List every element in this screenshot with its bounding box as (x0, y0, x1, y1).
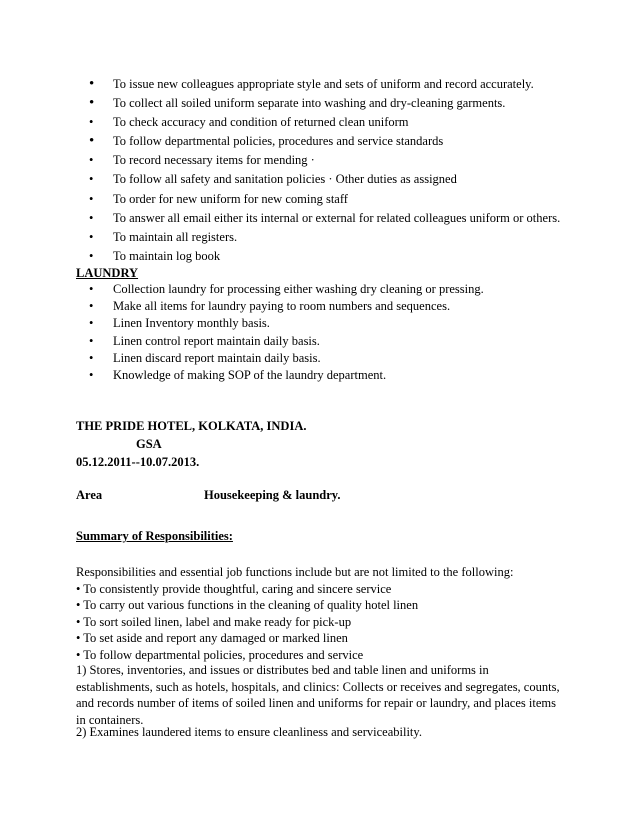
paragraph-2: 2) Examines laundered items to ensure cleanliness and serviceability. (76, 725, 422, 739)
list-item: • To collect all soiled uniform separate into washing and dry-cleaning garments. (76, 94, 588, 113)
list-item: • Make all items for laundry paying to room numbers and sequences. (76, 298, 588, 315)
paragraph-line: and records number of items of soiled linen and uniforms for repair or laundry, and places items (76, 696, 556, 710)
job-position: GSA (136, 437, 162, 451)
list-item: • To check accuracy and condition of returned clean uniform (76, 113, 588, 132)
bullet-icon: • (89, 248, 94, 263)
area-value: Housekeeping & laundry. (204, 488, 341, 502)
bullet-icon: • (89, 350, 94, 365)
list-item: • To record necessary items for mending · (76, 151, 588, 170)
summary-item: • To sort soiled linen, label and make ready for pick-up (76, 614, 352, 629)
list-item: • Collection laundry for processing either washing dry cleaning or pressing. (76, 281, 588, 298)
area-label: Area (76, 488, 103, 502)
paragraph-1 (76, 662, 566, 728)
list-item: • Linen control report maintain daily basis. (76, 333, 588, 350)
summary-heading: Summary of Responsibilities: (76, 529, 233, 543)
bullet-icon: • (89, 210, 94, 225)
employment-dates: 05.12.2011--10.07.2013. (76, 455, 200, 469)
list-item: • To maintain log book (76, 247, 588, 266)
list-item: • Knowledge of making SOP of the laundry department. (76, 367, 588, 384)
duties-list (76, 75, 588, 266)
bullet-icon: • (89, 299, 94, 314)
bullet-icon: • (89, 76, 95, 92)
list-item: • To answer all email either its internal or external for related colleagues uniform or others. (76, 209, 588, 228)
bullet-icon: • (89, 153, 94, 168)
list-item: • Linen Inventory monthly basis. (76, 315, 588, 332)
bullet-icon: • (89, 95, 95, 112)
bullet-icon: • (89, 367, 94, 382)
bullet-icon: • (89, 316, 94, 331)
list-item: • To follow all safety and sanitation policies · Other duties as assigned (76, 170, 588, 189)
list-item: • To order for new uniform for new coming staff (76, 190, 588, 209)
laundry-list (76, 281, 588, 384)
bullet-icon: • (89, 191, 94, 206)
bullet-icon: • (89, 172, 94, 187)
bullet-icon: • (89, 133, 95, 150)
laundry-heading: LAUNDRY (76, 266, 139, 280)
summary-item: • To follow departmental policies, procedures and service (76, 647, 364, 662)
bullet-icon: • (89, 333, 94, 348)
list-item: • Linen discard report maintain daily basis. (76, 350, 588, 367)
bullet-icon: • (89, 115, 94, 130)
summary-item: • To consistently provide thoughtful, caring and sincere service (76, 581, 392, 596)
list-item: • To follow departmental policies, procedures and service standards (76, 132, 588, 151)
bullet-icon: • (89, 229, 94, 244)
list-item: • To maintain all registers. (76, 228, 588, 247)
paragraph-line: in containers. (76, 712, 144, 727)
paragraph-line: establishments, such as hotels, hospitals, and clinics: Collects or receives and segregates, counts, (76, 679, 560, 694)
summary-intro: Responsibilities and essential job functions include but are not limited to the following: (76, 565, 514, 579)
summary-item: • To carry out various functions in the cleaning of quality hotel linen (76, 598, 419, 612)
bullet-icon: • (89, 282, 94, 296)
list-item: • To issue new colleagues appropriate style and sets of uniform and record accurately. (76, 75, 588, 94)
summary-item: • To set aside and report any damaged or marked linen (76, 631, 348, 645)
paragraph-line: 1) Stores, inventories, and issues or distributes bed and table linen and uniforms in (76, 663, 489, 677)
employer-name: THE PRIDE HOTEL, KOLKATA, INDIA. (76, 419, 307, 433)
summary-body (76, 564, 566, 663)
